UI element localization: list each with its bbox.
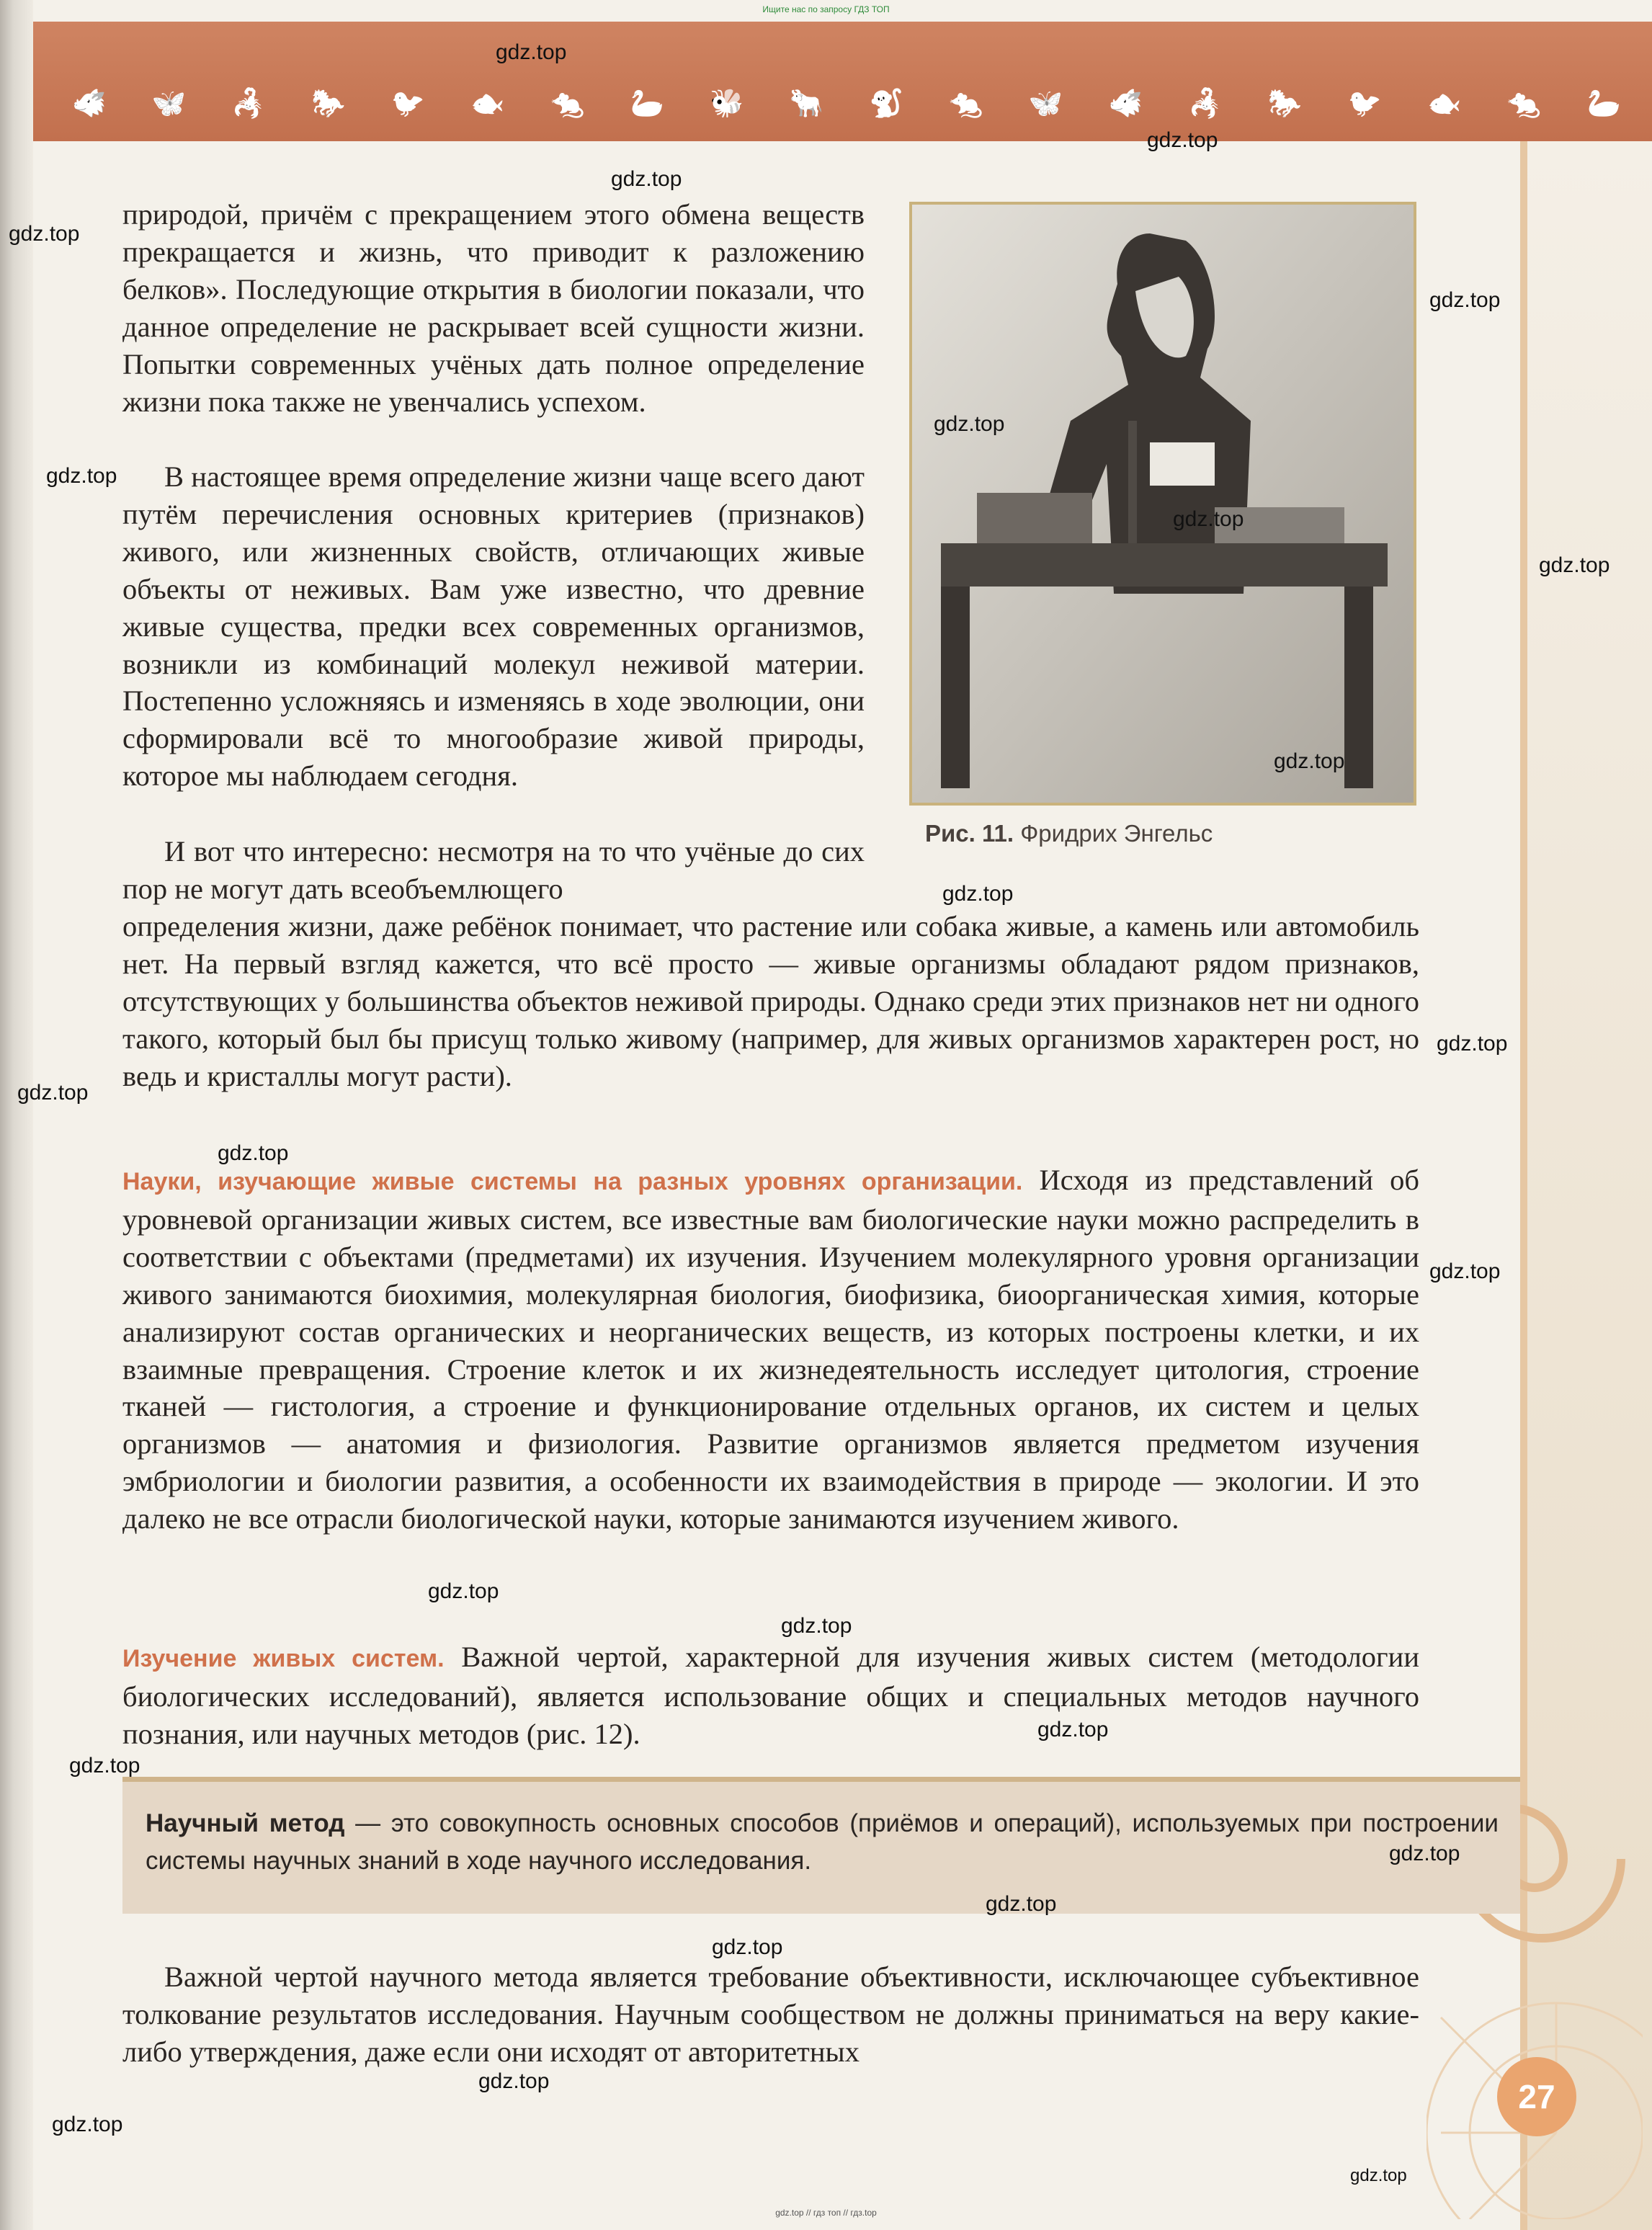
animal-silhouette-icon: 🐀 xyxy=(1506,86,1542,119)
animal-silhouette-icon: 🐦 xyxy=(390,86,425,119)
watermark: gdz.top xyxy=(934,412,1005,436)
watermark: gdz.top xyxy=(1173,507,1244,531)
footer-note: gdz.top // гдз топ // гдз.top xyxy=(775,2208,877,2218)
animal-silhouette-icon: 🐎 xyxy=(1267,86,1303,119)
paragraph-3-start: И вот что интересно: несмотря на то что учёные до сих пор не могут дать всеобъемлющего xyxy=(122,835,865,905)
watermark: gdz.top xyxy=(1274,749,1345,773)
animal-silhouette-icon: 🦋 xyxy=(151,86,186,119)
animal-silhouette-icon: 🐂 xyxy=(789,86,824,119)
animal-silhouette-row xyxy=(72,78,1621,128)
animal-silhouette-icon: 🐒 xyxy=(869,86,903,119)
animal-silhouette-icon: 🐟 xyxy=(1427,86,1462,119)
watermark: gdz.top xyxy=(17,1081,89,1105)
figure-caption-text: Фридрих Энгельс xyxy=(1020,820,1213,847)
section-heading-sciences: Науки, изучающие живые системы на разных уровнях организации. xyxy=(122,1168,1023,1195)
animal-silhouette-icon: 🐟 xyxy=(470,86,505,119)
definition-text: — это совокупность основных способов (приёмов и операций), используемых при построении системы научных знаний в ходе научного исследования. xyxy=(146,1809,1499,1875)
animal-silhouette-icon: 🦋 xyxy=(1028,86,1063,119)
watermark: gdz.top xyxy=(611,167,682,191)
animal-silhouette-icon: 🦂 xyxy=(231,86,266,119)
engels-portrait xyxy=(909,202,1416,806)
watermark: gdz.top xyxy=(69,1754,140,1778)
animal-silhouette-icon: 🐀 xyxy=(550,86,585,119)
animal-silhouette-icon: 🐗 xyxy=(72,86,107,119)
watermark: gdz.top xyxy=(942,882,1014,906)
book-binding xyxy=(0,0,33,2230)
figure-caption-label: Рис. 11. xyxy=(925,820,1014,847)
watermark: gdz.top xyxy=(1389,1842,1460,1865)
paragraph-2: В настоящее время определение жизни чаще всего дают путём перечисления основных критериев (признаков) живого, или жизненных свойств, отличающих живые объекты от неживых. Вам уже известно, что древние живые существа, предки всех современных организмов, возникли из комбинаций молекул неживой материи. Постепенно усложняясь и изменяясь в ходе эволюции, они сформировали всё то многообразие живой природы, которое мы наблюдаем сегодня. xyxy=(122,460,865,793)
section-study xyxy=(122,1638,1419,1753)
section-heading-study: Изучение живых систем. xyxy=(122,1645,445,1672)
watermark: gdz.top xyxy=(496,40,567,64)
watermark: gdz.top xyxy=(9,222,80,246)
paragraph-3-continued: определения жизни, даже ребёнок понимает, что растение или собака живые, а камень или автомобиль нет. На первый взгляд кажется, что всё просто — живые организмы обладают рядом признаков, отсутствующих у большинства объектов неживой природы. Однако среди этих признаков нет ни одного такого, который был бы присущ только живому (например, для живых организмов характерен рост, но ведь и кристаллы могут расти). xyxy=(122,910,1419,1092)
animal-silhouette-icon: 🐦 xyxy=(1347,86,1382,119)
top-note: Ищите нас по запросу ГДЗ ТОП xyxy=(762,4,890,14)
watermark: gdz.top xyxy=(1037,1718,1109,1741)
animal-silhouette-icon: 🐎 xyxy=(311,86,346,119)
animal-silhouette-icon: 🦢 xyxy=(630,86,664,119)
animal-silhouette-icon: 🐝 xyxy=(710,86,744,119)
animal-silhouette-icon: 🐀 xyxy=(949,86,983,119)
watermark: gdz.top xyxy=(712,1935,783,1959)
section-text-study: Важной чертой, характерной для изучения живых систем (методологии биологических исследований), является использование общих и специальных методов научного познания, или научных методов (рис. 12). xyxy=(122,1641,1420,1750)
section-sciences xyxy=(122,1161,1419,1538)
figure-caption xyxy=(925,820,1213,847)
watermark: gdz.top xyxy=(781,1614,852,1638)
definition-box xyxy=(122,1777,1520,1914)
page-number: 27 xyxy=(1497,2057,1576,2136)
watermark: gdz.top xyxy=(1147,128,1218,152)
section-text-sciences: Исходя из представлений об уровневой организации живых систем, все известные вам биологические науки можно распределить в соответствии с объектами (предметами) их изучения. Изучением молекулярного уровня организации живого занимаются биохимия, молекулярная биология, биофизика, биоорганическая химия, которые анализируют состав органических и неорганических веществ, из которых построены клетки, и их взаимные превращения. Строение клеток и их жизнедеятельность исследует цитология, строение тканей — гистология, а строение и функционирование отдельных органов, их систем и целых организмов — анатомия и физиология. Развитие организмов является предметом изучения эмбриологии и биологии развития, а особенности их взаимодействия в природе — экологии. И это далеко не все отрасли биологической науки, которые занимаются изучением живого. xyxy=(122,1164,1420,1535)
animal-silhouette-icon: 🦢 xyxy=(1586,86,1621,119)
watermark: gdz.top xyxy=(1539,553,1610,577)
definition-term: Научный метод xyxy=(146,1809,345,1837)
animal-silhouette-icon: 🦂 xyxy=(1188,86,1223,119)
watermark: gdz.top xyxy=(1350,2166,1407,2185)
watermark: gdz.top xyxy=(478,2069,550,2093)
watermark: gdz.top xyxy=(428,1579,499,1603)
watermark: gdz.top xyxy=(1429,1259,1501,1283)
watermark: gdz.top xyxy=(218,1141,289,1165)
watermark: gdz.top xyxy=(1437,1032,1508,1056)
watermark: gdz.top xyxy=(52,2113,123,2136)
paragraph-last: Важной чертой научного метода является требование объективности, исключающее субъективное толкование результатов исследования. Научным сообществом не должны приниматься на веру какие-либо утверждения, даже если они исходят от авторитетных xyxy=(122,1961,1419,2068)
watermark: gdz.top xyxy=(46,464,117,488)
animal-silhouette-icon: 🐗 xyxy=(1108,86,1143,119)
paragraph-1: природой, причём с прекращением этого обмена веществ прекращается и жизнь, что приводит к разложению белков». Последующие открытия в биологии показали, что данное определение не раскрывает всей сущности жизни. Попытки современных учёных дать полное определение жизни пока также не увенчались успехом. xyxy=(122,198,865,418)
watermark: gdz.top xyxy=(986,1892,1057,1916)
watermark: gdz.top xyxy=(1429,288,1501,312)
